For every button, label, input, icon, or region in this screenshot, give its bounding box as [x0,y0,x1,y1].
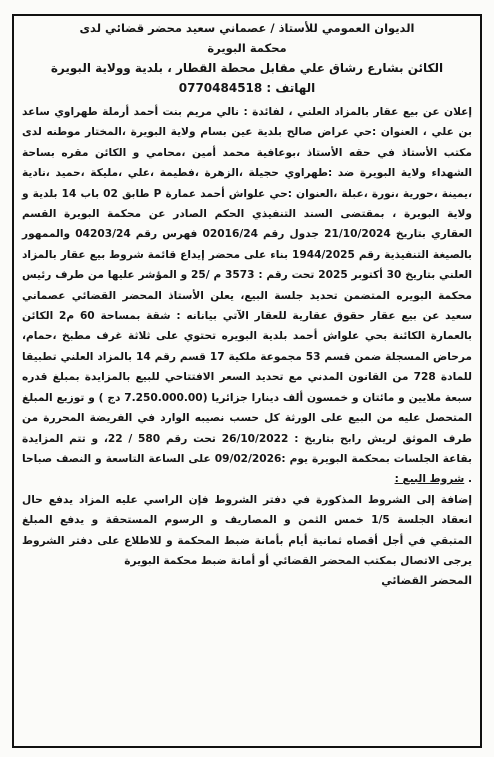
court-name: محكمة البويرة [207,41,287,55]
auction-notice-text [22,102,472,490]
office-address: الكائن بشارع رشاق علي مقابل محطة القطار ، بلدية وولاية البويرة [50,61,444,75]
office-title: الديوان العمومي للأستاذ / عصماني سعيد محضر قضائي لدى [79,21,415,35]
office-phone: الهاتف : 0770484518 [178,81,316,95]
notice-body: إعلان عن بيع عقار بالمزاد العلني ، لفائدة : نالي مريم بنت أحمد أرملة طهراوي ساعد بن علي ، العنوان :حي عراض صالح بلدية عين بسام ولاية البويرة ،المختار موطنه لدى مكتب الأستاذ في حقه الأستاذ ،بوعافية محمد أمين ،محامي و الكائن مقره بساحة الشهداء ولاية البويرة ضد :طهراوي حجيلة ،الزهرة ،فطيمة ،علي ،مليكة ،حميد ،نادية ،يمينة ،حورية ،نورة ،عبلة ،العنوان :حي علواش أحمد عمارة P طابق 02 باب 14 بلدية و ولاية البويرة ، بمقتضى السند التنفيذي الحكم الصادر عن محكمة البويرة القسم العقاري بتاريخ 21/10/2024 جدول رقم 02016/24 فهرس رقم 04203/24 والممهور بالصيغة التنفيذية رقم 1944/2025 بناء على محضر إيداع قائمة شروط بيع عقار بالمزاد العلني بتاريخ 30 أكتوبر 2025 تحت رقم : 3573 م /25 و المؤشر عليها من طرف رئيس محكمة البويره المتضمن تحديد جلسة البيع، يعلن الأستاذ المحضر القضائي عصماني سعيد عن بيع عقار حقوق عقارية للعقار الآتي بيانانه : شقة بمساحة 60 م2 الكائن بالعمارة الكائنة بحي علواش أحمد بلدية البويره تحتوي على ثلاثة غرف مطبخ ،حمام، مرحاض المسجلة ضمن قسم 53 مجموعة ملكية 17 قسم رقم 14 بالمزاد العلني تطبيقا للمادة 728 من القانون المدني مع تحديد السعر الافتتاحي للبيع بالمزايدة بمبلغ قدره سبعة ملايين و مائتان و خمسون ألف دينارا جزائريا (7.250.000.00 دج ) و توزيع المبلغ المتحصل عليه من البيع على الورثة كل حسب نصيبه الوارد في الفريضة المحررة من طرف الموثق لريش رابح بتاريخ : 26/10/2022 تحت رقم 580 / 22، و تتم المزايدة بقاعة الجلسات بمحكمة البويرة يوم :09/02/2026 على الساعة التاسعة و النصف صباحا . [22,106,473,486]
sale-conditions-text: إضافة إلى الشروط المذكورة في دفتر الشروط فإن الراسي عليه المزاد يدفع حال انعقاد الجلسة 1/5 خمس الثمن و المصاريف و الرسوم المستحقة و يدفع المبلغ المتبقي في أجل أقصاه ثمانية أيام بأمانة ضبط المحكمة و للاطلاع على دفتر الشروط يرجى الاتصال بمكتب المحضر القضائي أو أمانة ضبط محكمة البويرة [22,493,472,567]
announcement-content [22,18,472,591]
signature: المحضر القضائي [381,574,472,588]
sale-conditions-title: شروط البيع : [394,473,465,486]
